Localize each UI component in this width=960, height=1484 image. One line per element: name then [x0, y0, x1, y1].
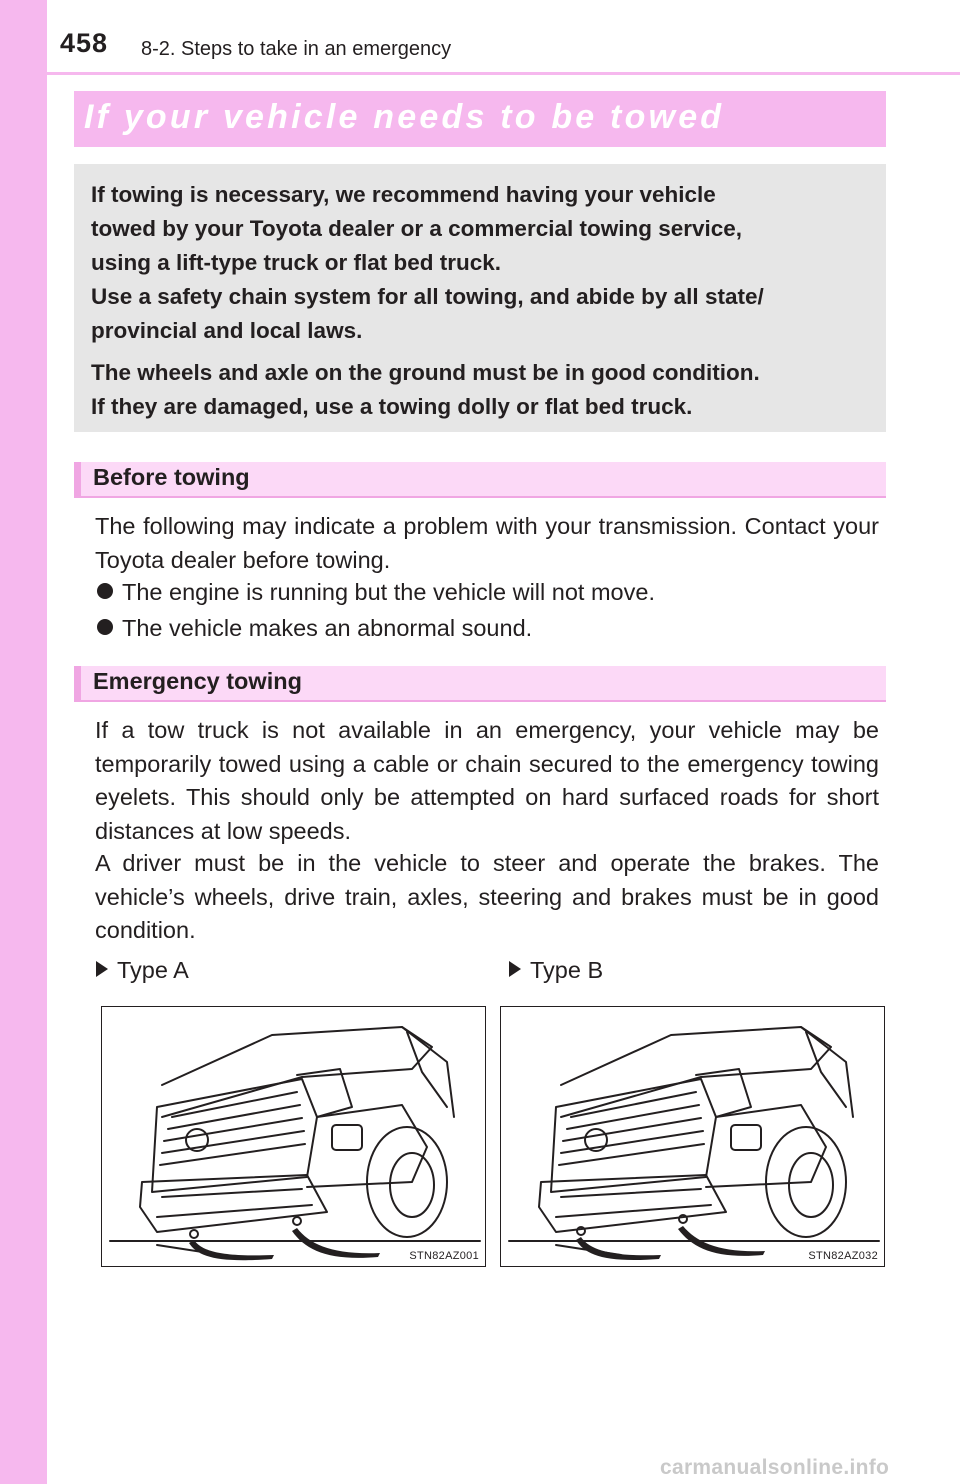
bullet-text: The engine is running but the vehicle will not move.: [122, 579, 655, 605]
intro-line: If towing is necessary, we recommend having your vehicle: [91, 182, 716, 207]
page-number: 458: [60, 28, 109, 58]
triangle-bullet-icon: [96, 961, 108, 977]
intro-line: provincial and local laws.: [91, 318, 363, 343]
emergency-towing-heading: [74, 666, 886, 702]
type-a-illustration: [101, 1006, 486, 1267]
emergency-towing-text-2: A driver must be in the vehicle to steer and operate the brakes. The vehicle’s wheels, drive train, axles, steering and brakes must be in good condition.: [95, 850, 879, 943]
page-title-bar: [74, 91, 886, 147]
header-rule: [47, 72, 960, 75]
figure-code: STN82AZ032: [808, 1250, 878, 1262]
figure-code: STN82AZ001: [409, 1250, 479, 1262]
page-title: If your vehicle needs to be towed: [84, 98, 725, 136]
bullet-icon: [97, 619, 113, 635]
truck-front-illustration: [501, 1007, 885, 1267]
bullet-item: [95, 615, 532, 642]
intro-line: towed by your Toyota dealer or a commercial towing service,: [91, 216, 743, 241]
watermark: carmanualsonline.info: [660, 1456, 890, 1479]
intro-line: If they are damaged, use a towing dolly or flat bed truck.: [91, 394, 693, 419]
side-color-strip: [0, 0, 47, 1484]
before-towing-text: The following may indicate a problem with your transmission. Contact your Toyota dealer before towing.: [95, 513, 879, 573]
intro-box: [74, 164, 886, 432]
type-b-label: Type B: [501, 957, 603, 984]
emergency-towing-heading-text: Emergency towing: [93, 668, 302, 694]
section-title: 8-2. Steps to take in an emergency: [141, 38, 452, 60]
bullet-icon: [97, 583, 113, 599]
type-b-illustration: [500, 1006, 885, 1267]
type-a-label: Type A: [88, 957, 189, 984]
before-towing-heading-text: Before towing: [93, 464, 250, 490]
intro-line: Use a safety chain system for all towing, and abide by all state/: [91, 284, 764, 309]
emergency-towing-text-1: If a tow truck is not available in an emergency, your vehicle may be temporarily towed using a cable or chain secured to the emergency towing eyelets. This should only be attempted on hard surfaced roads for short distances at low speeds.: [95, 717, 879, 844]
bullet-item: [95, 579, 655, 606]
triangle-bullet-icon: [509, 961, 521, 977]
bullet-text: The vehicle makes an abnormal sound.: [122, 615, 533, 641]
intro-line: using a lift-type truck or flat bed truck.: [91, 250, 502, 275]
intro-line: The wheels and axle on the ground must be in good condition.: [91, 360, 760, 385]
truck-front-illustration: [102, 1007, 486, 1267]
before-towing-heading: [74, 462, 886, 498]
